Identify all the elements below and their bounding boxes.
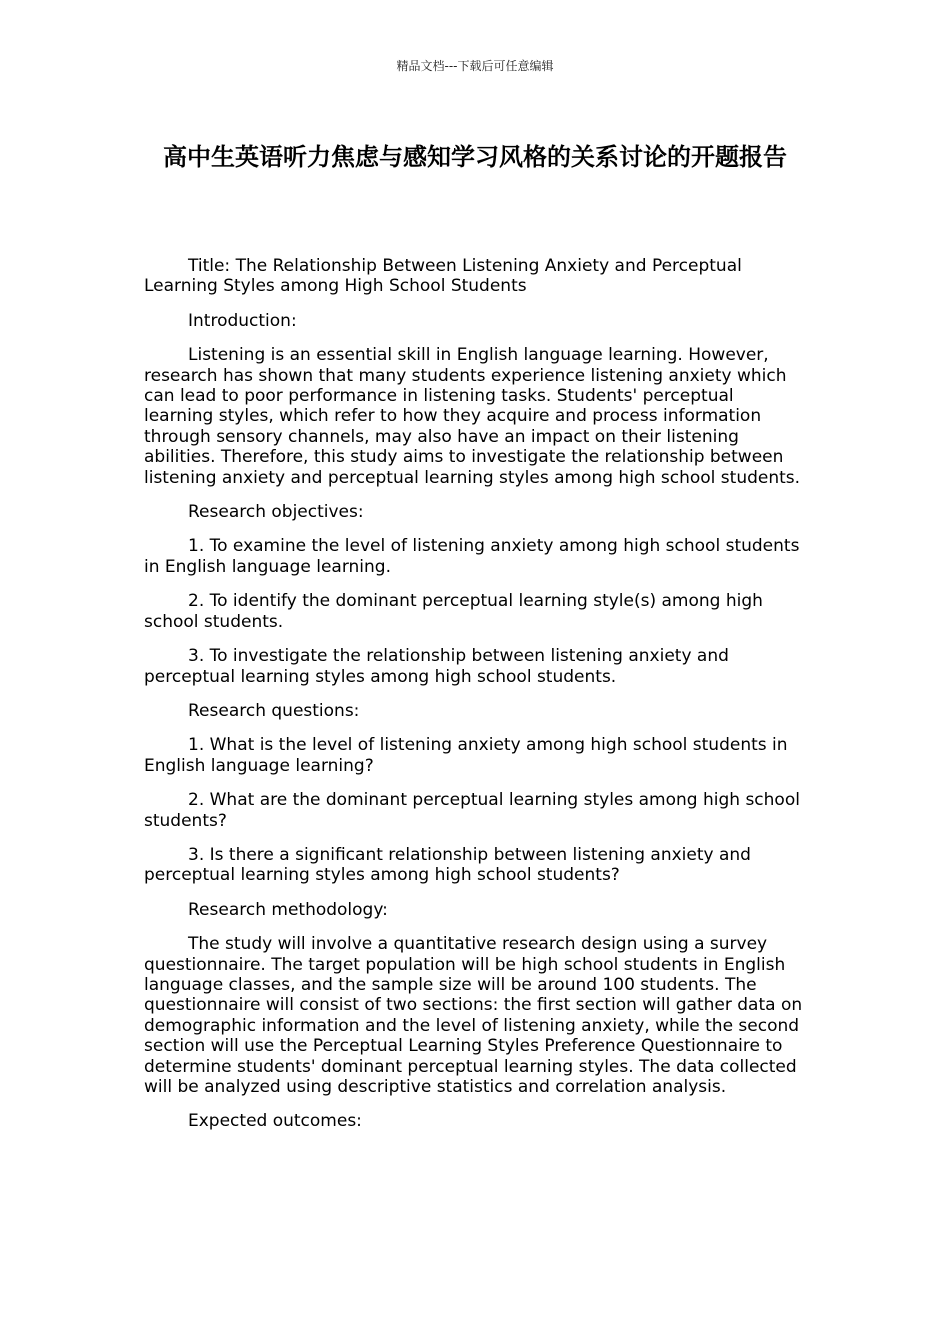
title-paragraph: Title: The Relationship Between Listening Anxiety and Perceptual Learning Styles among High School Students [144,256,742,297]
methodology-heading: Research methodology: [188,899,388,920]
objective-item: 2. To identify the dominant perceptual learning style(s) among high school students. [144,591,763,632]
objective-item: 1. To examine the level of listening anxiety among high school students in English language learning. [144,536,800,577]
outcomes-heading: Expected outcomes: [188,1111,362,1132]
methodology-paragraph: The study will involve a quantitative research design using a survey questionnaire. The target population will be high school students in English language classes, and the sample size will be around 100 students. The questionnaire will consist of two sections: the first section will gather data on demographic information and the level of listening anxiety, while the second section will use the Perceptual Learning Styles Preference Questionnaire to determine students' dominant perceptual learning styles. The data collected will be analyzed using descriptive statistics and correlation analysis. [144,934,803,1097]
question-item: 2. What are the dominant perceptual learning styles among high school students? [144,790,800,831]
header-note: 精品文档---下载后可任意编辑 [396,59,554,73]
question-item: 3. Is there a significant relationship between listening anxiety and perceptual learning styles among high school students? [144,844,751,886]
question-item: 1. What is the level of listening anxiety among high school students in English language learning? [144,735,788,776]
objective-item: 3. To investigate the relationship between listening anxiety and perceptual learning styles among high school students. [144,646,729,687]
questions-heading: Research questions: [188,700,360,721]
introduction-heading: Introduction: [188,310,297,331]
document-body [144,256,806,1146]
objectives-heading: Research objectives: [188,502,364,523]
document-title: 高中生英语听力焦虑与感知学习风格的关系讨论的开题报告 [163,143,787,171]
introduction-paragraph: Listening is an essential skill in English language learning. However, research has shown that many students experience listening anxiety which can lead to poor performance in listening tasks. Students' perceptual learning styles, which refer to how they acquire and process information through sensory channels, may also have an impact on their listening abilities. Therefore, this study aims to investigate the relationship between listening anxiety and perceptual learning styles among high school students. [144,345,801,488]
